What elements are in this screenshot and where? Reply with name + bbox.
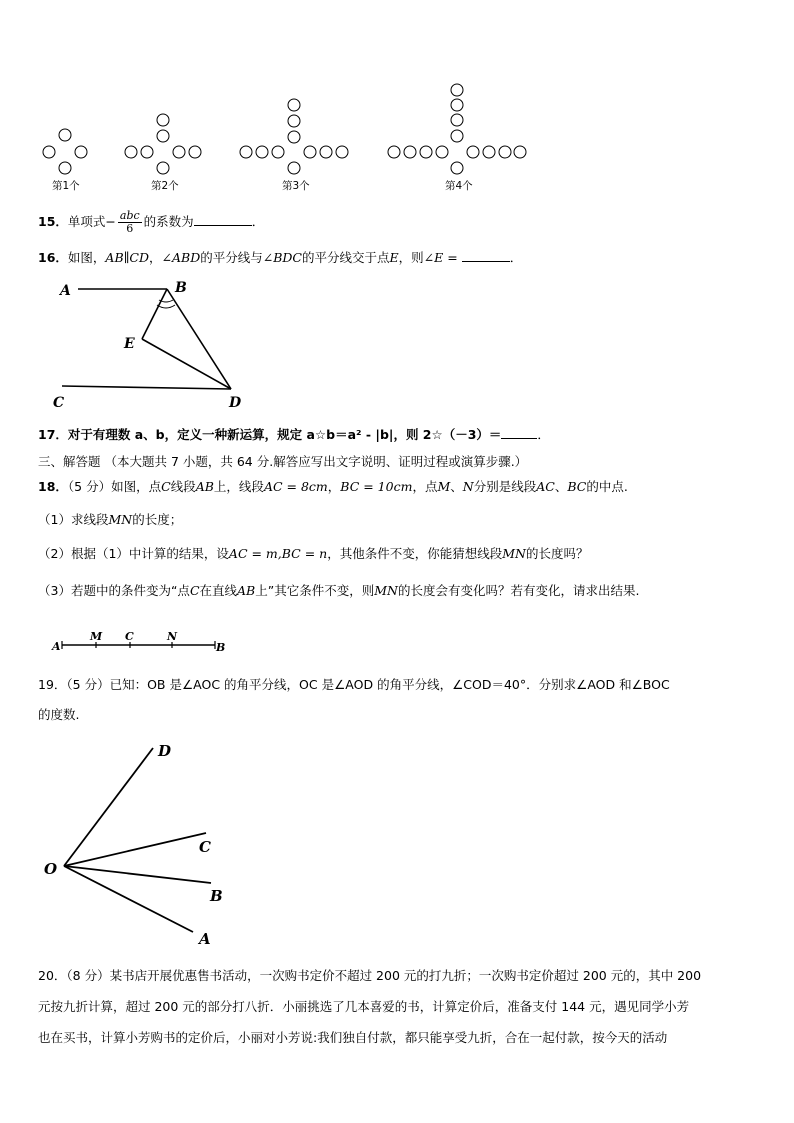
question-18-part-3: （3）若题中的条件变为“点C在直线AB上”其它条件不变，则MN的长度会有变化吗？若有变化，请求出结果. xyxy=(38,583,640,598)
question-17: 17．对于有理数 a、b，定义一种新运算，规定 a☆b＝a² - |b|，则 2☆（－3）＝ ． xyxy=(38,427,550,442)
pattern-4 xyxy=(388,84,526,174)
question-19: 19．（5 分）已知：OB 是∠AOC 的角平分线，OC 是∠AOD 的角平分线，∠COD＝40°．分别求∠AOD 和∠BOC xyxy=(38,677,670,692)
answer-blank-17[interactable] xyxy=(501,426,537,439)
q18-segment-figure xyxy=(45,625,235,655)
answer-blank-15[interactable] xyxy=(194,213,252,226)
label-B: B xyxy=(210,887,223,905)
label-B: B xyxy=(175,280,187,296)
label-D: D xyxy=(229,395,242,411)
question-20: 20．（8 分）某书店开展优惠售书活动，一次购书定价不超过 200 元的打九折；一次购书定价超过 200 元的，其中 200 xyxy=(38,968,702,983)
pattern-3 xyxy=(240,99,348,174)
question-16: 16．如图，AB∥CD，∠ABD的平分线与∠BDC的平分线交于点E，则∠E = ． xyxy=(38,250,523,265)
question-18: 18．（5 分）如图，点C线段AB上，线段AC = 8cm，BC = 10cm，点M、N分别是线段AC、BC的中点. xyxy=(38,479,628,494)
question-20-line-3: 也在买书，计算小芳购书的定价后，小丽对小芳说:我们独自付款，都只能享受九折，合在一起付款，按今天的活动 xyxy=(38,1030,668,1045)
question-18-part-2: （2）根据（1）中计算的结果，设AC = m,BC = n，其他条件不变，你能猜想线段MN的长度吗？ xyxy=(38,546,589,561)
label-B: B xyxy=(216,641,226,654)
section-heading: 三、解答题 （本大题共 7 小题，共 64 分.解答应写出文字说明、证明过程或演算步骤.） xyxy=(38,454,528,469)
label-C: C xyxy=(53,395,65,411)
question-20-line-2: 元按九折计算，超过 200 元的部分打八折．小丽挑选了几本喜爱的书，计算定价后，准备支付 144 元，遇见同学小芳 xyxy=(38,999,690,1014)
question-18-part-1: （1）求线段MN的长度； xyxy=(38,512,183,527)
q16-figure xyxy=(50,275,250,415)
label-A: A xyxy=(60,283,71,299)
label-A: A xyxy=(52,640,61,653)
label-M: M xyxy=(90,630,103,643)
pattern-caption-1: 第1个 xyxy=(52,180,80,192)
label-E: E xyxy=(124,336,135,352)
label-O: O xyxy=(44,860,58,878)
fraction: $\frac{\text{abc}}{6}$ xyxy=(119,209,140,235)
pattern-caption-2: 第2个 xyxy=(151,180,179,192)
label-C: C xyxy=(125,630,134,643)
label-A: A xyxy=(199,930,211,948)
q19-angle-figure xyxy=(40,735,240,950)
label-C: C xyxy=(199,838,211,856)
pattern-caption-3: 第3个 xyxy=(282,180,310,192)
question-19-line-2: 的度数. xyxy=(38,707,80,722)
answer-blank-16[interactable] xyxy=(462,249,510,262)
pattern-1 xyxy=(43,129,87,174)
pattern-caption-4: 第4个 xyxy=(445,180,473,192)
pattern-2 xyxy=(125,114,201,174)
circle-pattern-figure xyxy=(0,70,794,190)
label-N: N xyxy=(167,630,178,643)
question-15: 15．单项式− $\frac{\text{abc}}{6}$ 的系数为 ． xyxy=(38,209,265,235)
label-D: D xyxy=(158,742,172,760)
